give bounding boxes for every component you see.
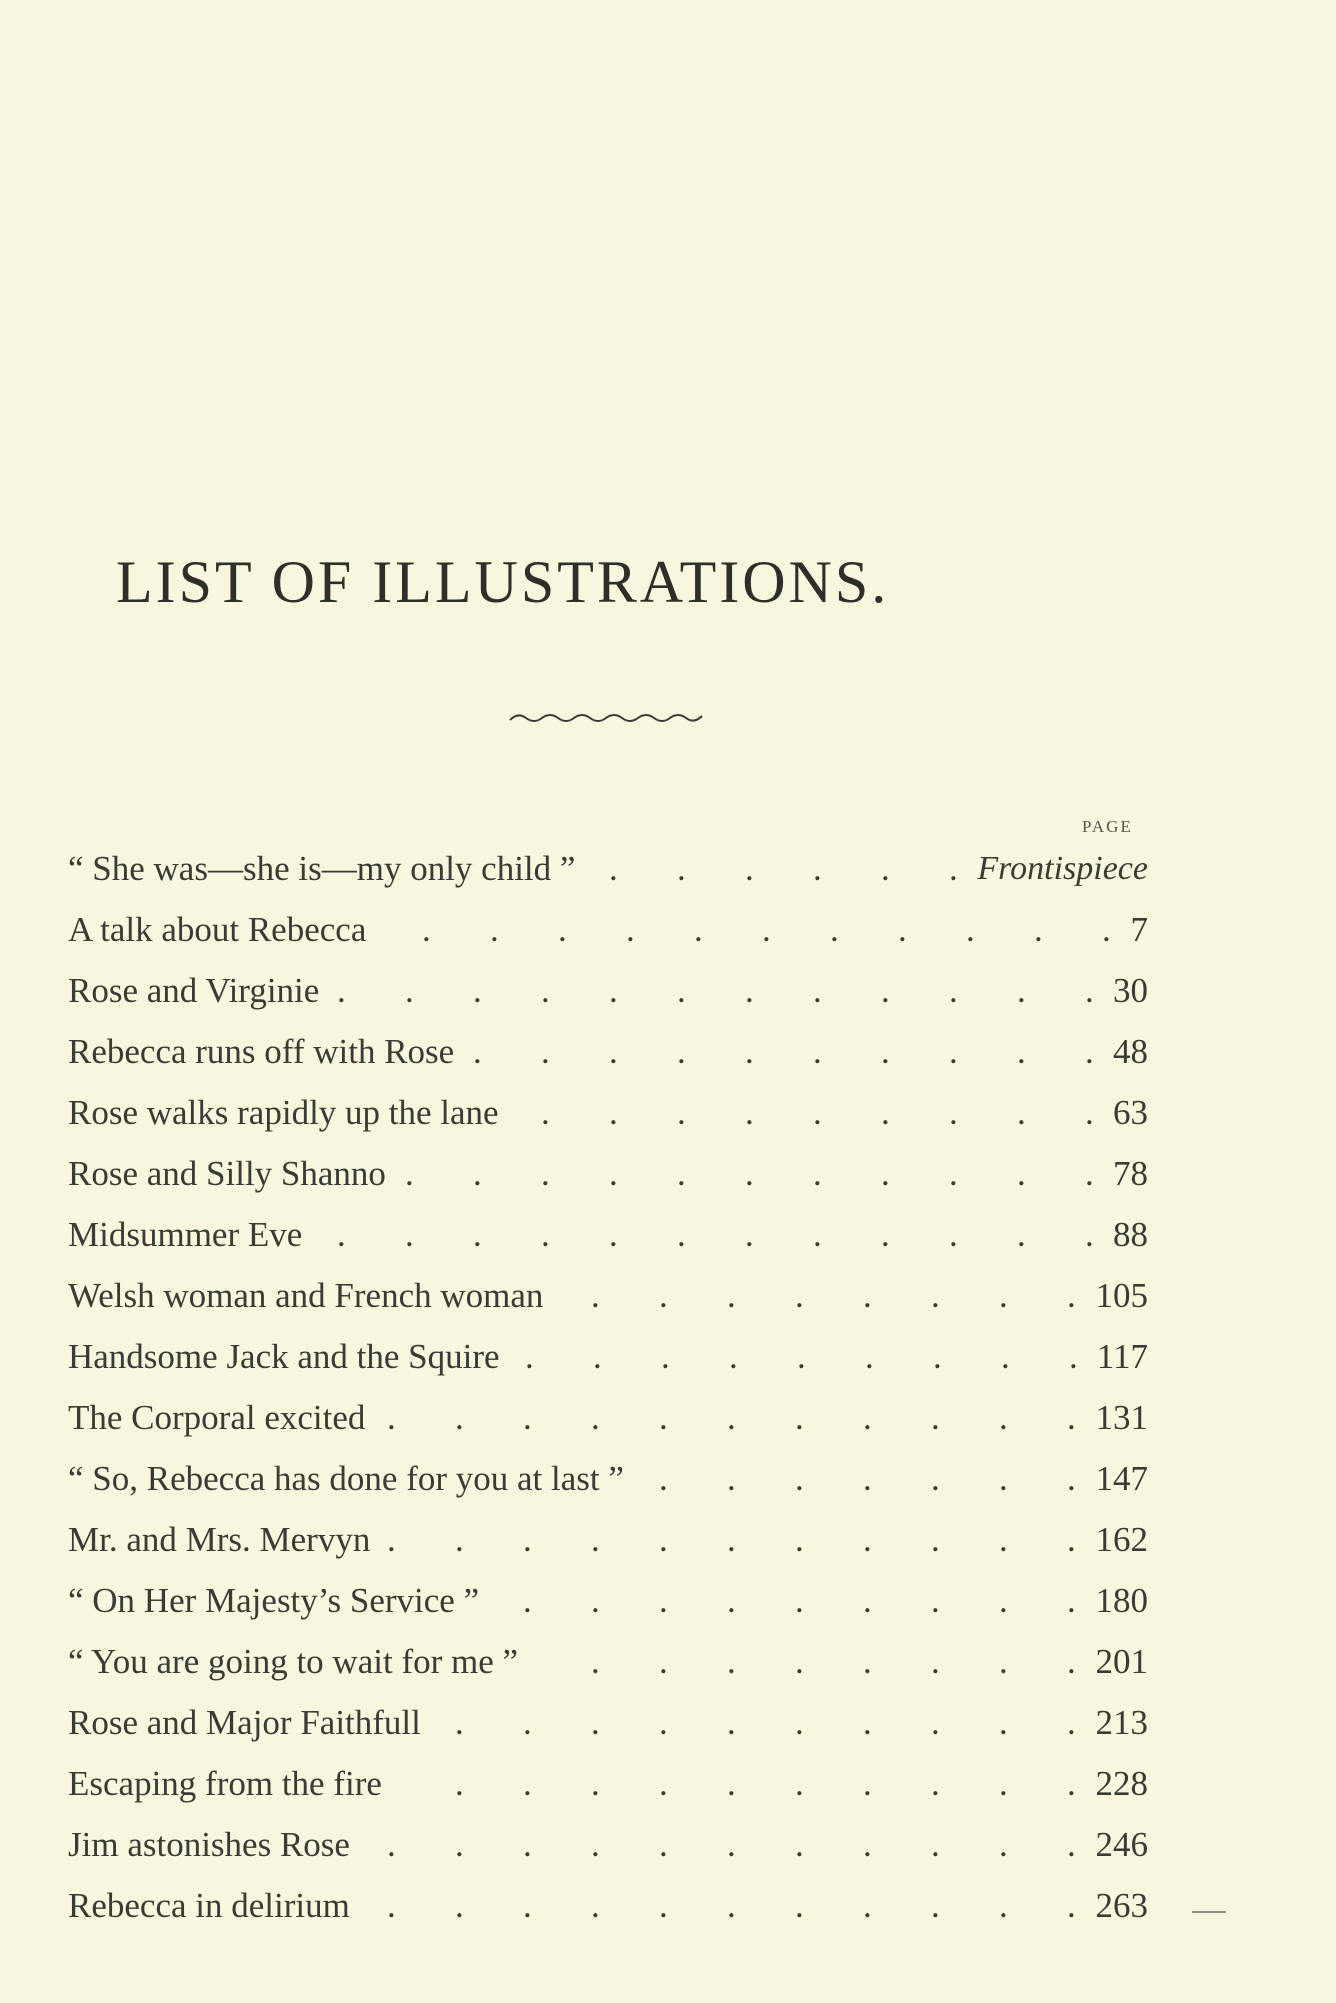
illustration-title: “ She was—she is—my only child ” [68,849,576,888]
illustration-page-number: Frontispiece [977,850,1148,887]
illustrations-list [68,838,1148,1936]
page-title: LIST OF ILLUSTRATIONS. [116,549,890,615]
illustration-page-number: 147 [1095,1459,1148,1498]
illustration-title: “ You are going to wait for me ” [68,1642,519,1681]
illustration-title: “ On Her Majesty’s Service ” [68,1581,480,1620]
illustration-title: Rebecca in delirium [68,1886,350,1925]
illustration-entry: Rebecca in delirium 263 . . . . . . . . . . . [68,1875,1148,1936]
illustration-page-number: 201 [1095,1642,1148,1681]
illustration-entry: “ You are going to wait for me ” 201 . . . . . . . . [68,1631,1148,1692]
illustration-page-number: 263 [1095,1886,1148,1925]
illustration-title: The Corporal excited [68,1398,366,1437]
illustration-title: Jim astonishes Rose [68,1825,350,1864]
illustration-page-number: 213 [1095,1703,1148,1742]
illustration-page-number: 162 [1095,1520,1148,1559]
illustration-page-number: 131 [1095,1398,1148,1437]
illustration-page-number: 88 [1113,1215,1148,1254]
illustration-page-number: 78 [1113,1154,1148,1193]
illustration-title: A talk about Rebecca [68,910,367,949]
illustration-entry: “ She was—she is—my only child ” Frontispiece . . . . . . [68,838,1148,899]
illustration-page-number: 117 [1096,1337,1148,1376]
illustration-entry: Rose walks rapidly up the lane 63 . . . . . . . . . [68,1082,1148,1143]
illustration-title: Mr. and Mrs. Mervyn [68,1520,371,1559]
illustration-entry: A talk about Rebecca 7 . . . . . . . . . . . [68,899,1148,960]
illustration-title: Rose and Virginie [68,971,320,1010]
illustration-title: Midsummer Eve [68,1215,303,1254]
illustration-entry: Jim astonishes Rose 246 . . . . . . . . . . . [68,1814,1148,1875]
illustration-page-number: 180 [1095,1581,1148,1620]
illustration-title: Welsh woman and French woman [68,1276,544,1315]
illustration-entry: The Corporal excited 131 . . . . . . . . . . . [68,1387,1148,1448]
illustration-page-number: 246 [1095,1825,1148,1864]
illustration-title: Handsome Jack and the Squire [68,1337,500,1376]
illustration-entry: Escaping from the fire 228 . . . . . . . . . . [68,1753,1148,1814]
illustration-entry: Rose and Virginie 30 . . . . . . . . . . . . [68,960,1148,1021]
illustration-title: Rose and Silly Shanno [68,1154,386,1193]
illustration-title: “ So, Rebecca has done for you at last ” [68,1459,624,1498]
illustration-page-number: 7 [1130,910,1148,949]
page-column-header: PAGE [1082,817,1133,836]
illustration-page-number: 105 [1095,1276,1148,1315]
illustration-title: Rose and Major Faithfull [68,1703,421,1742]
illustration-page-number: 63 [1113,1093,1148,1132]
wavy-rule-ornament-icon [508,708,708,728]
illustration-entry: Rebecca runs off with Rose 48 . . . . . . . . . . [68,1021,1148,1082]
margin-mark [1192,1911,1226,1913]
illustration-entry: Handsome Jack and the Squire 117 . . . . . . . . . [68,1326,1148,1387]
illustration-entry: Midsummer Eve 88 . . . . . . . . . . . . [68,1204,1148,1265]
illustration-entry: “ So, Rebecca has done for you at last ” 147 . . . . . . . [68,1448,1148,1509]
illustration-entry: Rose and Silly Shanno 78 . . . . . . . . . . . [68,1143,1148,1204]
illustration-entry: Rose and Major Faithfull 213 . . . . . . . . . . [68,1692,1148,1753]
illustration-title: Rebecca runs off with Rose [68,1032,455,1071]
illustration-title: Escaping from the fire [68,1764,382,1803]
illustration-page-number: 228 [1095,1764,1148,1803]
illustration-page-number: 30 [1113,971,1148,1010]
illustration-entry: Mr. and Mrs. Mervyn 162 . . . . . . . . . . . [68,1509,1148,1570]
illustration-title: Rose walks rapidly up the lane [68,1093,499,1132]
illustration-page-number: 48 [1113,1032,1148,1071]
illustration-entry: Welsh woman and French woman 105 . . . . . . . . [68,1265,1148,1326]
illustration-entry: “ On Her Majesty’s Service ” 180 . . . . . . . . . [68,1570,1148,1631]
